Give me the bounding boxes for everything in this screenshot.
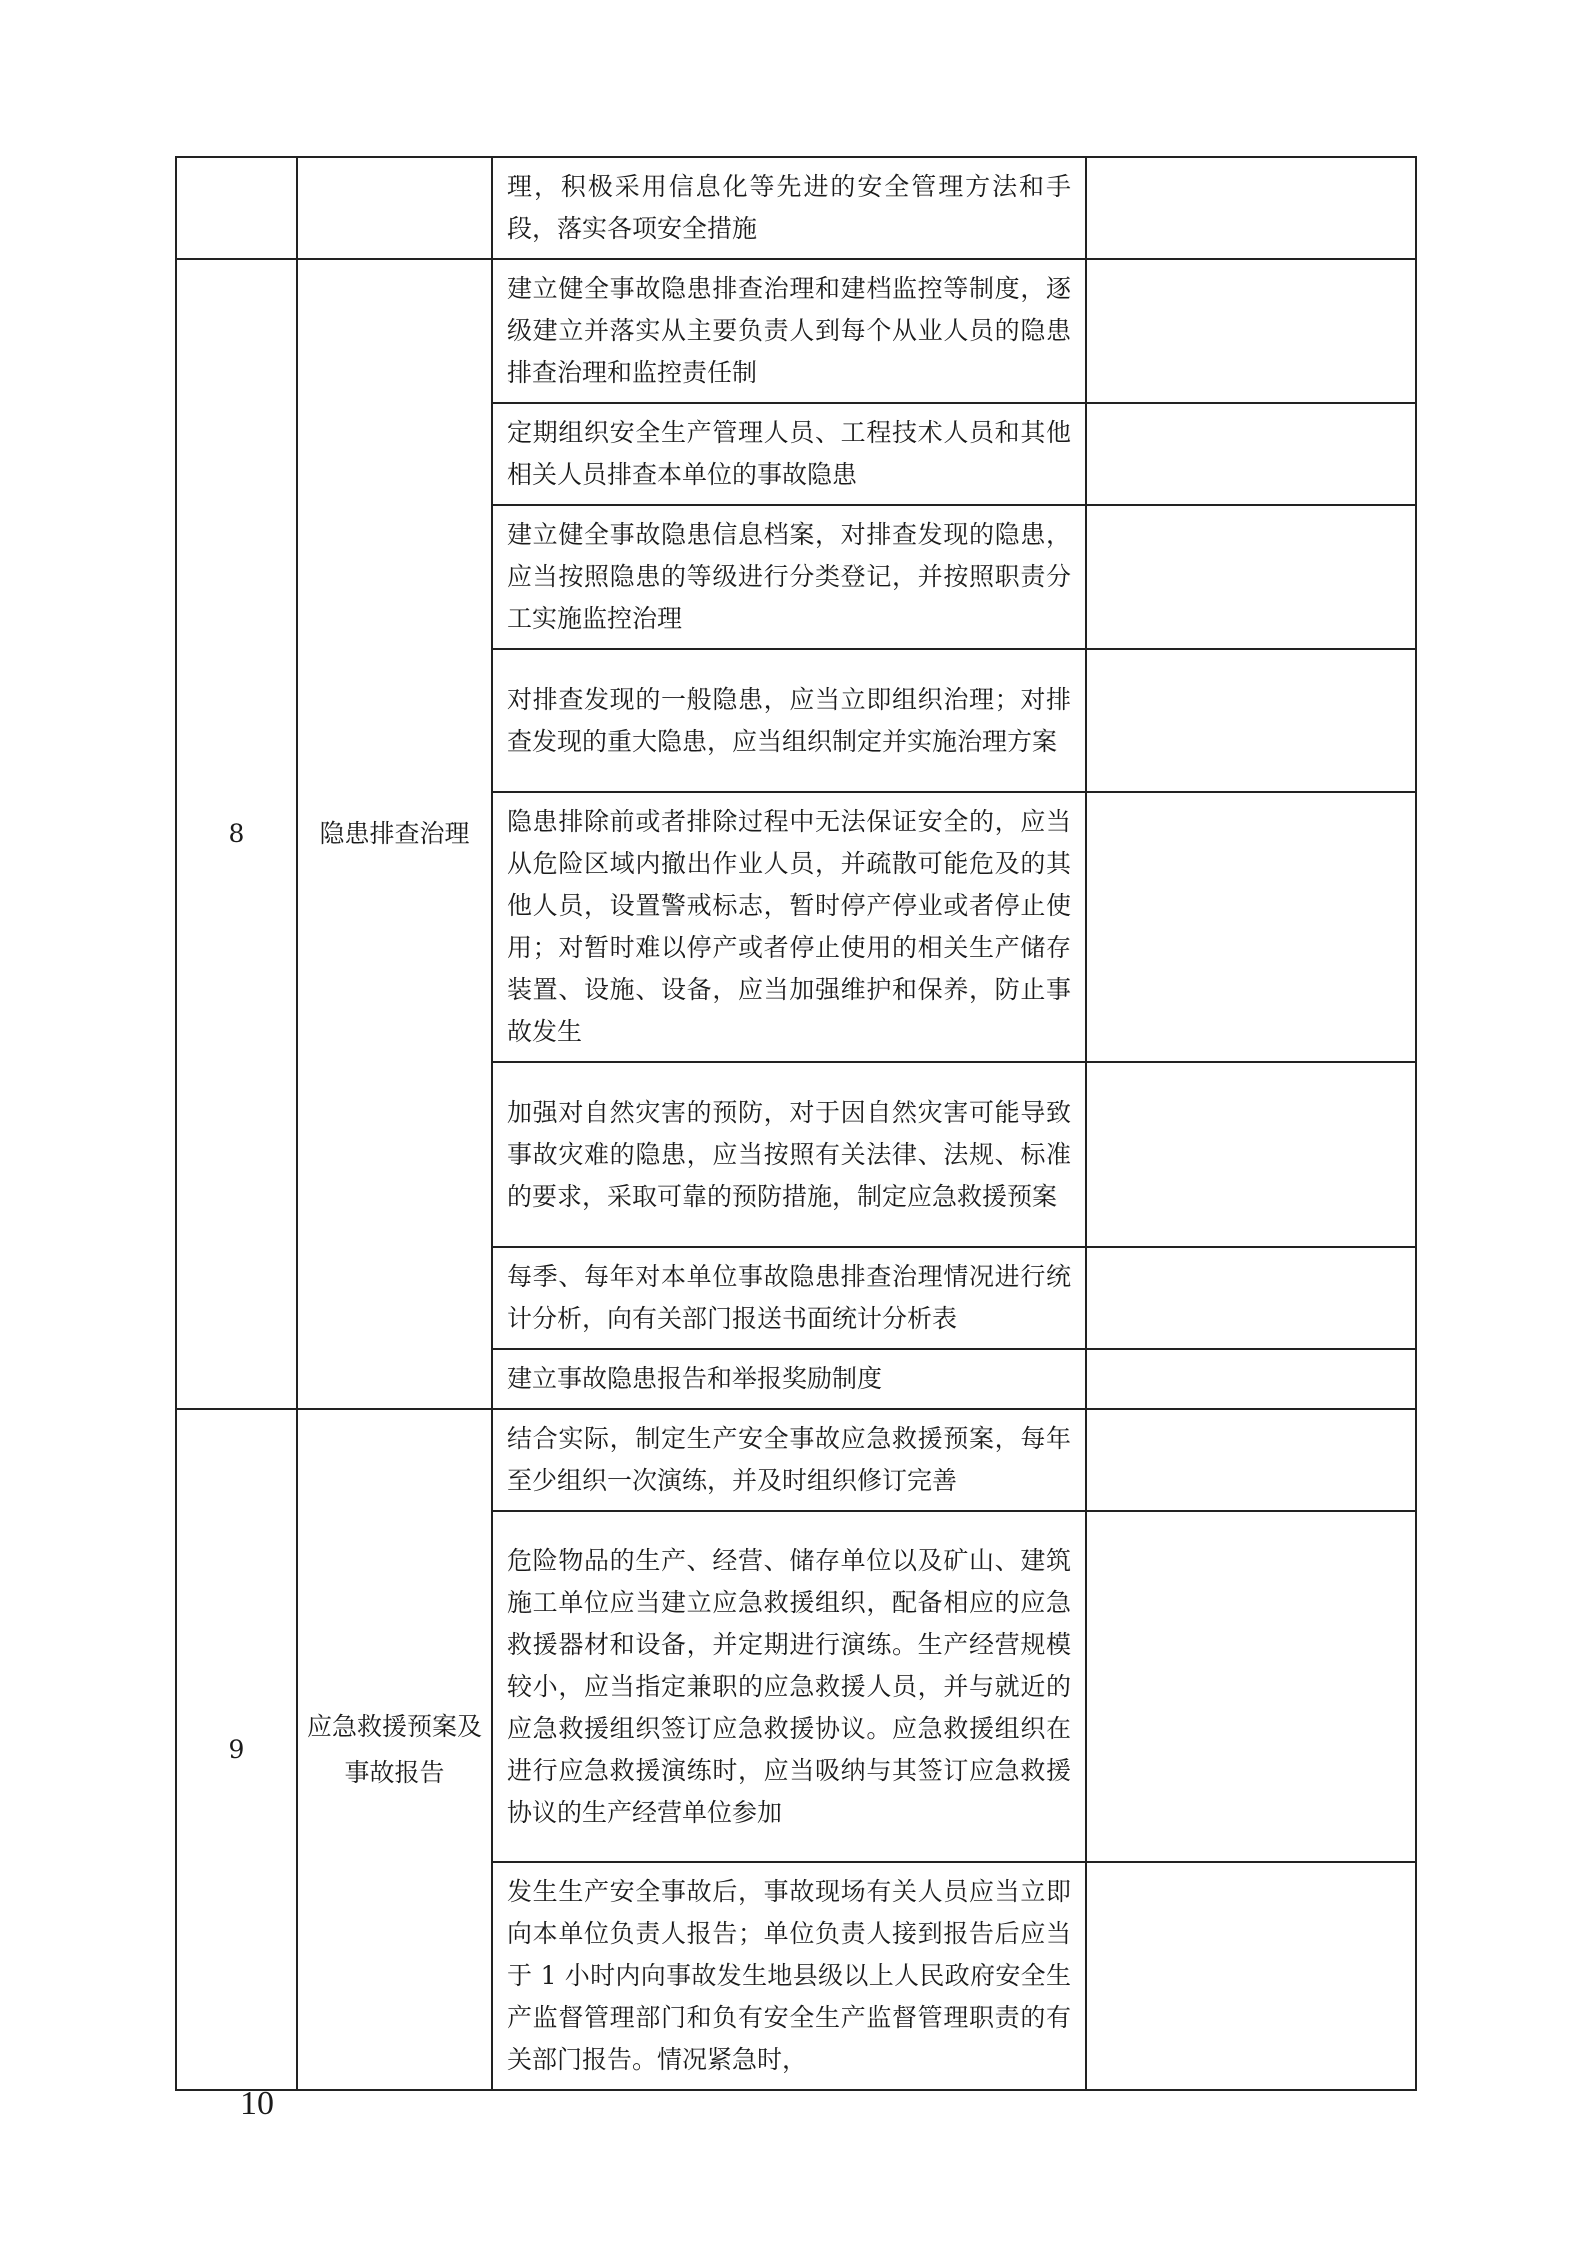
requirement-cell: 建立事故隐患报告和举报奖励制度 xyxy=(492,1349,1086,1409)
requirement-cell: 建立健全事故隐患信息档案，对排查发现的隐患，应当按照隐患的等级进行分类登记，并按照职责分工实施监控治理 xyxy=(492,505,1086,649)
requirement-cell: 发生生产安全事故后，事故现场有关人员应当立即向本单位负责人报告；单位负责人接到报告后应当于 1 小时内向事故发生地县级以上人民政府安全生产监督管理部门和负有安全生产监督管理职责的有关部门报告。情况紧急时， xyxy=(492,1862,1086,2090)
requirement-cell: 定期组织安全生产管理人员、工程技术人员和其他相关人员排查本单位的事故隐患 xyxy=(492,403,1086,505)
remarks-cell xyxy=(1086,1247,1416,1349)
requirement-cell: 隐患排除前或者排除过程中无法保证安全的，应当从危险区域内撤出作业人员，并疏散可能危及的其他人员，设置警戒标志，暂时停产停业或者停止使用；对暂时难以停产或者停止使用的相关生产储存装置、设施、设备，应当加强维护和保养，防止事故发生 xyxy=(492,792,1086,1062)
table-row xyxy=(176,259,1416,403)
requirement-cell: 每季、每年对本单位事故隐患排查治理情况进行统计分析，向有关部门报送书面统计分析表 xyxy=(492,1247,1086,1349)
remarks-cell xyxy=(1086,1862,1416,2090)
requirement-cell: 结合实际，制定生产安全事故应急救援预案，每年至少组织一次演练，并及时组织修订完善 xyxy=(492,1409,1086,1511)
category-cell xyxy=(297,157,492,259)
category-cell: 应急救援预案及事故报告 xyxy=(297,1409,492,2090)
checklist-table xyxy=(175,156,1417,2091)
requirement-cell: 加强对自然灾害的预防，对于因自然灾害可能导致事故灾难的隐患，应当按照有关法律、法规、标准的要求，采取可靠的预防措施，制定应急救援预案 xyxy=(492,1062,1086,1247)
remarks-cell xyxy=(1086,259,1416,403)
category-cell: 隐患排查治理 xyxy=(297,259,492,1409)
remarks-cell xyxy=(1086,649,1416,792)
item-number-cell: 9 xyxy=(176,1409,297,2090)
remarks-cell xyxy=(1086,1409,1416,1511)
remarks-cell xyxy=(1086,1062,1416,1247)
remarks-cell xyxy=(1086,505,1416,649)
requirement-cell: 对排查发现的一般隐患，应当立即组织治理；对排查发现的重大隐患，应当组织制定并实施治理方案 xyxy=(492,649,1086,792)
item-number-cell: 8 xyxy=(176,259,297,1409)
remarks-cell xyxy=(1086,403,1416,505)
table-row xyxy=(176,157,1416,259)
item-number-cell xyxy=(176,157,297,259)
remarks-cell xyxy=(1086,157,1416,259)
table-row xyxy=(176,1409,1416,1511)
page-number: 10 xyxy=(240,2085,274,2122)
requirement-cell: 建立健全事故隐患排查治理和建档监控等制度，逐级建立并落实从主要负责人到每个从业人员的隐患排查治理和监控责任制 xyxy=(492,259,1086,403)
remarks-cell xyxy=(1086,1349,1416,1409)
remarks-cell xyxy=(1086,792,1416,1062)
requirement-cell: 理，积极采用信息化等先进的安全管理方法和手段，落实各项安全措施 xyxy=(492,157,1086,259)
remarks-cell xyxy=(1086,1511,1416,1862)
requirement-cell: 危险物品的生产、经营、储存单位以及矿山、建筑施工单位应当建立应急救援组织，配备相应的应急救援器材和设备，并定期进行演练。生产经营规模较小，应当指定兼职的应急救援人员，并与就近的应急救援组织签订应急救援协议。应急救援组织在进行应急救援演练时，应当吸纳与其签订应急救援协议的生产经营单位参加 xyxy=(492,1511,1086,1862)
